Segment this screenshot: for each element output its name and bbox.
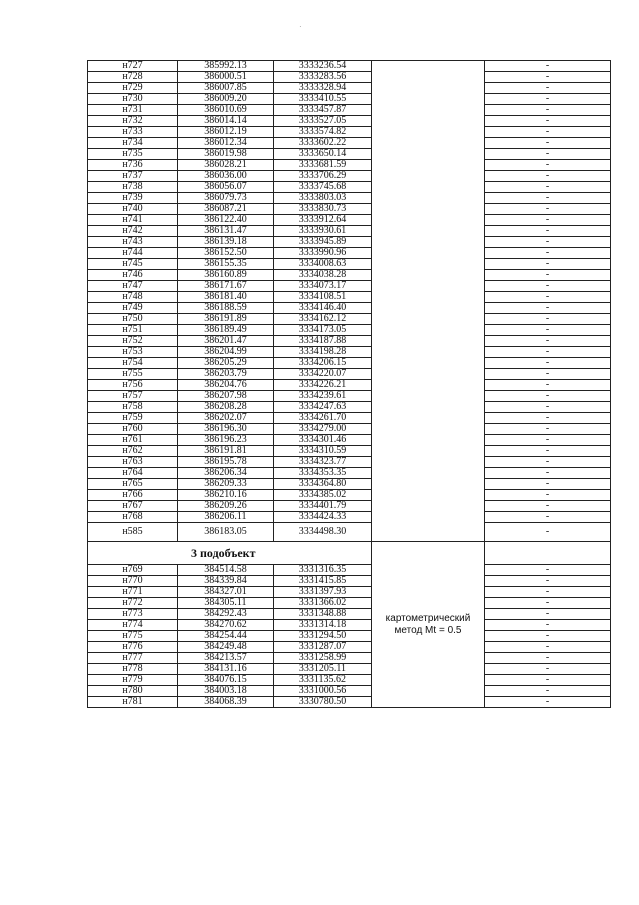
point-id-cell: н752 [88,336,178,347]
accuracy-cell: - [485,512,611,523]
y-coordinate-cell: 3331258.99 [274,653,372,664]
point-id-cell: н741 [88,215,178,226]
accuracy-cell: - [485,620,611,631]
accuracy-cell: - [485,642,611,653]
table-row [88,204,611,215]
table-row [88,620,611,631]
table-row [88,435,611,446]
point-id-cell: н754 [88,358,178,369]
x-coordinate-cell: 386191.81 [178,446,274,457]
accuracy-cell: - [485,380,611,391]
x-coordinate-cell: 386056.07 [178,182,274,193]
accuracy-cell: - [485,72,611,83]
accuracy-cell: - [485,576,611,587]
y-coordinate-cell: 3334424.33 [274,512,372,523]
y-coordinate-cell: 3333681.59 [274,160,372,171]
accuracy-cell: - [485,292,611,303]
table-row [88,94,611,105]
x-coordinate-cell: 386019.98 [178,149,274,160]
accuracy-cell: - [485,609,611,620]
table-row [88,479,611,490]
point-id-cell: н731 [88,105,178,116]
accuracy-cell: - [485,391,611,402]
table-row [88,587,611,598]
table-row [88,237,611,248]
point-id-cell: н748 [88,292,178,303]
point-id-cell: н749 [88,303,178,314]
x-coordinate-cell: 384076.15 [178,675,274,686]
table-row [88,468,611,479]
y-coordinate-cell: 3333830.73 [274,204,372,215]
x-coordinate-cell: 386196.30 [178,424,274,435]
point-id-cell: н739 [88,193,178,204]
accuracy-cell: - [485,523,611,542]
table-row [88,501,611,512]
y-coordinate-cell: 3333912.64 [274,215,372,226]
x-coordinate-cell: 386079.73 [178,193,274,204]
point-id-cell: н753 [88,347,178,358]
point-id-cell: н775 [88,631,178,642]
point-id-cell: н778 [88,664,178,675]
y-coordinate-cell: 3333650.14 [274,149,372,160]
y-coordinate-cell: 3334279.00 [274,424,372,435]
table-row [88,116,611,127]
point-id-cell: н743 [88,237,178,248]
point-id-cell: н762 [88,446,178,457]
accuracy-cell: - [485,193,611,204]
point-id-cell: н737 [88,171,178,182]
point-id-cell: н734 [88,138,178,149]
accuracy-cell: - [485,347,611,358]
y-coordinate-cell: 3334261.70 [274,413,372,424]
table-row [88,402,611,413]
y-coordinate-cell: 3334385.02 [274,490,372,501]
x-coordinate-cell: 386181.40 [178,292,274,303]
x-coordinate-cell: 386203.79 [178,369,274,380]
x-coordinate-cell: 384003.18 [178,686,274,697]
y-coordinate-cell: 3334073.17 [274,281,372,292]
y-coordinate-cell: 3334206.15 [274,358,372,369]
table-row [88,259,611,270]
point-id-cell: н727 [88,61,178,72]
x-coordinate-cell: 386009.20 [178,94,274,105]
accuracy-cell [485,542,611,565]
x-coordinate-cell: 384270.62 [178,620,274,631]
x-coordinate-cell: 386195.78 [178,457,274,468]
accuracy-cell: - [485,237,611,248]
method-name: картометрический [385,612,471,624]
x-coordinate-cell: 384292.43 [178,609,274,620]
x-coordinate-cell: 386208.28 [178,402,274,413]
x-coordinate-cell: 386122.40 [178,215,274,226]
x-coordinate-cell: 384254.44 [178,631,274,642]
point-id-cell: н746 [88,270,178,281]
y-coordinate-cell: 3334498.30 [274,523,372,542]
x-coordinate-cell: 386206.11 [178,512,274,523]
x-coordinate-cell: 386210.16 [178,490,274,501]
accuracy-cell: - [485,490,611,501]
y-coordinate-cell: 3331294.50 [274,631,372,642]
point-id-cell: н585 [88,523,178,542]
accuracy-cell: - [485,402,611,413]
table-row [88,248,611,259]
x-coordinate-cell: 386010.69 [178,105,274,116]
accuracy-cell: - [485,314,611,325]
table-row [88,105,611,116]
accuracy-cell: - [485,413,611,424]
x-coordinate-cell: 386204.99 [178,347,274,358]
subobject-header-row [88,542,611,565]
accuracy-cell: - [485,653,611,664]
x-coordinate-cell: 386012.34 [178,138,274,149]
y-coordinate-cell: 3334310.59 [274,446,372,457]
coordinates-sheet [87,60,610,708]
y-coordinate-cell: 3334108.51 [274,292,372,303]
y-coordinate-cell: 3334187.88 [274,336,372,347]
table-row [88,369,611,380]
accuracy-cell: - [485,587,611,598]
accuracy-cell: - [485,631,611,642]
point-id-cell: н730 [88,94,178,105]
x-coordinate-cell: 384327.01 [178,587,274,598]
table-row [88,138,611,149]
point-id-cell: н759 [88,413,178,424]
accuracy-cell: - [485,424,611,435]
point-id-cell: н744 [88,248,178,259]
y-coordinate-cell: 3333945.89 [274,237,372,248]
x-coordinate-cell: 386209.26 [178,501,274,512]
y-coordinate-cell: 3331316.35 [274,565,372,576]
accuracy-cell: - [485,83,611,94]
table-row [88,565,611,576]
accuracy-cell: - [485,138,611,149]
y-coordinate-cell: 3333803.03 [274,193,372,204]
x-coordinate-cell: 386028.21 [178,160,274,171]
y-coordinate-cell: 3334353.35 [274,468,372,479]
accuracy-cell: - [485,435,611,446]
y-coordinate-cell: 3333574.82 [274,127,372,138]
scan-speck: · [299,22,302,31]
accuracy-cell: - [485,270,611,281]
x-coordinate-cell: 386206.34 [178,468,274,479]
table-row [88,576,611,587]
table-row [88,413,611,424]
table-row [88,424,611,435]
table-row [88,358,611,369]
table-row [88,127,611,138]
accuracy-cell: - [485,358,611,369]
table-row [88,380,611,391]
accuracy-cell: - [485,565,611,576]
table-row [88,226,611,237]
accuracy-cell: - [485,160,611,171]
y-coordinate-cell: 3331135.62 [274,675,372,686]
subobject-title: 3 подобъект [88,542,372,565]
method-accuracy: метод Mt = 0.5 [394,624,462,636]
point-id-cell: н772 [88,598,178,609]
table-row [88,83,611,94]
accuracy-cell: - [485,675,611,686]
table-row [88,281,611,292]
y-coordinate-cell: 3334162.12 [274,314,372,325]
accuracy-cell: - [485,446,611,457]
x-coordinate-cell: 386000.51 [178,72,274,83]
x-coordinate-cell: 386183.05 [178,523,274,542]
accuracy-cell: - [485,325,611,336]
point-id-cell: н750 [88,314,178,325]
point-id-cell: н776 [88,642,178,653]
x-coordinate-cell: 386205.29 [178,358,274,369]
accuracy-cell: - [485,336,611,347]
point-id-cell: н745 [88,259,178,270]
y-coordinate-cell: 3333745.68 [274,182,372,193]
point-id-cell: н768 [88,512,178,523]
point-id-cell: н774 [88,620,178,631]
accuracy-cell: - [485,226,611,237]
table-row [88,653,611,664]
y-coordinate-cell: 3334146.40 [274,303,372,314]
y-coordinate-cell: 3334301.46 [274,435,372,446]
y-coordinate-cell: 3334239.61 [274,391,372,402]
point-id-cell: н751 [88,325,178,336]
accuracy-cell: - [485,61,611,72]
point-id-cell: н773 [88,609,178,620]
x-coordinate-cell: 386171.67 [178,281,274,292]
x-coordinate-cell: 386191.89 [178,314,274,325]
accuracy-cell: - [485,686,611,697]
y-coordinate-cell: 3333410.55 [274,94,372,105]
y-coordinate-cell: 3331205.11 [274,664,372,675]
point-id-cell: н779 [88,675,178,686]
table-row [88,336,611,347]
y-coordinate-cell: 3334323.77 [274,457,372,468]
point-id-cell: н764 [88,468,178,479]
x-coordinate-cell: 384068.39 [178,697,274,708]
point-id-cell: н777 [88,653,178,664]
table-row [88,642,611,653]
x-coordinate-cell: 384305.11 [178,598,274,609]
y-coordinate-cell: 3333602.22 [274,138,372,149]
table-row [88,523,611,542]
accuracy-cell: - [485,182,611,193]
x-coordinate-cell: 386160.89 [178,270,274,281]
y-coordinate-cell: 3331348.88 [274,609,372,620]
y-coordinate-cell: 3333527.05 [274,116,372,127]
table-row [88,598,611,609]
accuracy-cell: - [485,303,611,314]
x-coordinate-cell: 385992.13 [178,61,274,72]
table-row [88,697,611,708]
point-id-cell: н766 [88,490,178,501]
x-coordinate-cell: 384131.16 [178,664,274,675]
x-coordinate-cell: 386087.21 [178,204,274,215]
accuracy-cell: - [485,149,611,160]
table-row [88,325,611,336]
table-row [88,609,611,620]
accuracy-cell: - [485,215,611,226]
accuracy-cell: - [485,94,611,105]
point-id-cell: н763 [88,457,178,468]
accuracy-cell: - [485,127,611,138]
y-coordinate-cell: 3333457.87 [274,105,372,116]
point-id-cell: н765 [88,479,178,490]
y-coordinate-cell: 3331366.02 [274,598,372,609]
point-id-cell: н728 [88,72,178,83]
coordinates-table [87,60,611,708]
x-coordinate-cell: 386202.07 [178,413,274,424]
y-coordinate-cell: 3330780.50 [274,697,372,708]
point-id-cell: н760 [88,424,178,435]
table-row [88,314,611,325]
table-row [88,675,611,686]
accuracy-cell: - [485,697,611,708]
table-row [88,193,611,204]
y-coordinate-cell: 3334008.63 [274,259,372,270]
point-id-cell: н755 [88,369,178,380]
accuracy-cell: - [485,369,611,380]
table-row [88,664,611,675]
point-id-cell: н770 [88,576,178,587]
point-id-cell: н736 [88,160,178,171]
y-coordinate-cell: 3333930.61 [274,226,372,237]
y-coordinate-cell: 3331000.56 [274,686,372,697]
table-row [88,347,611,358]
coordinates-table-body [88,61,611,708]
y-coordinate-cell: 3334364.80 [274,479,372,490]
y-coordinate-cell: 3333236.54 [274,61,372,72]
y-coordinate-cell: 3333283.56 [274,72,372,83]
table-row [88,446,611,457]
accuracy-cell: - [485,281,611,292]
x-coordinate-cell: 386012.19 [178,127,274,138]
accuracy-cell: - [485,457,611,468]
table-row [88,215,611,226]
x-coordinate-cell: 386201.47 [178,336,274,347]
x-coordinate-cell: 384514.58 [178,565,274,576]
x-coordinate-cell: 386036.00 [178,171,274,182]
x-coordinate-cell: 386139.18 [178,237,274,248]
table-row [88,149,611,160]
point-id-cell: н767 [88,501,178,512]
x-coordinate-cell: 384339.84 [178,576,274,587]
point-id-cell: н757 [88,391,178,402]
x-coordinate-cell: 386014.14 [178,116,274,127]
y-coordinate-cell: 3334038.28 [274,270,372,281]
x-coordinate-cell: 384213.57 [178,653,274,664]
point-id-cell: н747 [88,281,178,292]
table-row [88,292,611,303]
point-id-cell: н771 [88,587,178,598]
x-coordinate-cell: 384249.48 [178,642,274,653]
point-id-cell: н740 [88,204,178,215]
y-coordinate-cell: 3331314.18 [274,620,372,631]
y-coordinate-cell: 3334220.07 [274,369,372,380]
point-id-cell: н781 [88,697,178,708]
accuracy-cell: - [485,479,611,490]
method-cell [372,61,485,542]
table-row [88,457,611,468]
y-coordinate-cell: 3333990.96 [274,248,372,259]
x-coordinate-cell: 386188.59 [178,303,274,314]
accuracy-cell: - [485,171,611,182]
accuracy-cell: - [485,664,611,675]
y-coordinate-cell: 3334198.28 [274,347,372,358]
point-id-cell: н735 [88,149,178,160]
point-id-cell: н732 [88,116,178,127]
y-coordinate-cell: 3333328.94 [274,83,372,94]
x-coordinate-cell: 386209.33 [178,479,274,490]
y-coordinate-cell: 3334401.79 [274,501,372,512]
table-row [88,686,611,697]
table-row [88,270,611,281]
accuracy-cell: - [485,501,611,512]
x-coordinate-cell: 386204.76 [178,380,274,391]
accuracy-cell: - [485,116,611,127]
x-coordinate-cell: 386155.35 [178,259,274,270]
x-coordinate-cell: 386196.23 [178,435,274,446]
point-id-cell: н758 [88,402,178,413]
table-row [88,303,611,314]
x-coordinate-cell: 386189.49 [178,325,274,336]
accuracy-cell: - [485,204,611,215]
table-row [88,490,611,501]
table-row [88,512,611,523]
y-coordinate-cell: 3331287.07 [274,642,372,653]
x-coordinate-cell: 386131.47 [178,226,274,237]
table-row [88,61,611,72]
y-coordinate-cell: 3334226.21 [274,380,372,391]
table-row [88,160,611,171]
table-row [88,171,611,182]
accuracy-cell: - [485,105,611,116]
table-row [88,391,611,402]
x-coordinate-cell: 386152.50 [178,248,274,259]
table-row [88,631,611,642]
accuracy-cell: - [485,259,611,270]
point-id-cell: н769 [88,565,178,576]
accuracy-cell: - [485,468,611,479]
point-id-cell: н761 [88,435,178,446]
x-coordinate-cell: 386007.85 [178,83,274,94]
point-id-cell: н742 [88,226,178,237]
y-coordinate-cell: 3331415.85 [274,576,372,587]
y-coordinate-cell: 3331397.93 [274,587,372,598]
point-id-cell: н733 [88,127,178,138]
table-row [88,72,611,83]
y-coordinate-cell: 3334173.05 [274,325,372,336]
y-coordinate-cell: 3334247.63 [274,402,372,413]
x-coordinate-cell: 386207.98 [178,391,274,402]
table-row [88,182,611,193]
point-id-cell: н756 [88,380,178,391]
point-id-cell: н729 [88,83,178,94]
accuracy-cell: - [485,248,611,259]
method-cell [372,542,485,708]
accuracy-cell: - [485,598,611,609]
point-id-cell: н738 [88,182,178,193]
point-id-cell: н780 [88,686,178,697]
y-coordinate-cell: 3333706.29 [274,171,372,182]
